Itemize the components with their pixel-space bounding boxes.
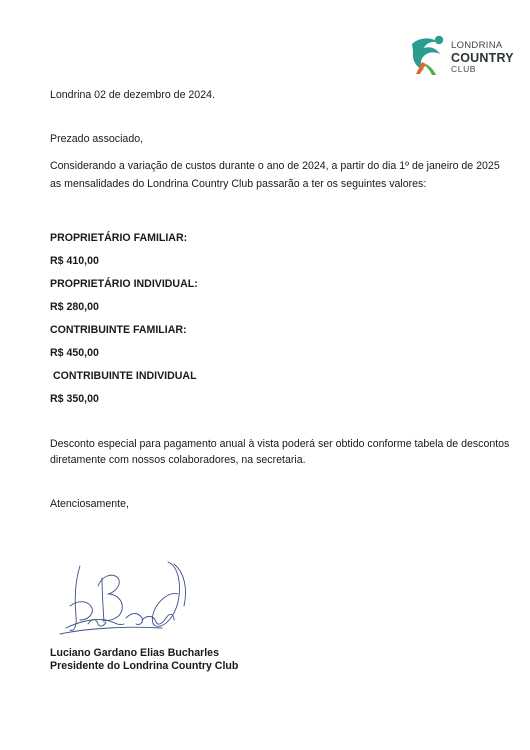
letter-discount-line: Desconto especial para pagamento anual à vista poderá ser obtido conforme tabela de descontos (50, 438, 510, 450)
price-value: R$ 280,00 (50, 301, 99, 313)
signer-name: Luciano Gardano Elias Bucharles (50, 647, 219, 659)
club-logo (408, 34, 520, 76)
club-logo-icon (408, 34, 448, 76)
price-value: R$ 410,00 (50, 255, 99, 267)
letter-greeting: Prezado associado, (50, 133, 144, 145)
letter-date: Londrina 02 de dezembro de 2024. (50, 89, 215, 101)
letter-intro-line: Considerando a variação de custos durante o ano de 2024, a partir do dia 1º de janeiro de 2025 (50, 160, 500, 172)
logo-line-londrina: LONDRINA (451, 40, 503, 51)
logo-line-country: COUNTRY (451, 50, 514, 65)
letter-intro-line: as mensalidades do Londrina Country Club passarão a ter os seguintes valores: (50, 178, 427, 190)
price-category: CONTRIBUINTE FAMILIAR: (50, 324, 187, 336)
handwritten-signature (58, 556, 198, 642)
price-category: CONTRIBUINTE INDIVIDUAL (50, 370, 197, 382)
letter-discount (50, 437, 512, 468)
signer-title: Presidente do Londrina Country Club (50, 660, 239, 672)
price-value: R$ 450,00 (50, 347, 99, 359)
price-category: PROPRIETÁRIO FAMILIAR: (50, 232, 188, 244)
letter-closing: Atenciosamente, (50, 498, 129, 510)
price-value: R$ 350,00 (50, 393, 99, 405)
letter-discount-line: diretamente com nossos colaboradores, na secretaria. (50, 453, 306, 466)
club-logo-wordmark (451, 41, 514, 74)
letter-intro (50, 157, 512, 193)
logo-line-club: CLUB (451, 64, 477, 74)
price-category: PROPRIETÁRIO INDIVIDUAL: (50, 278, 198, 290)
